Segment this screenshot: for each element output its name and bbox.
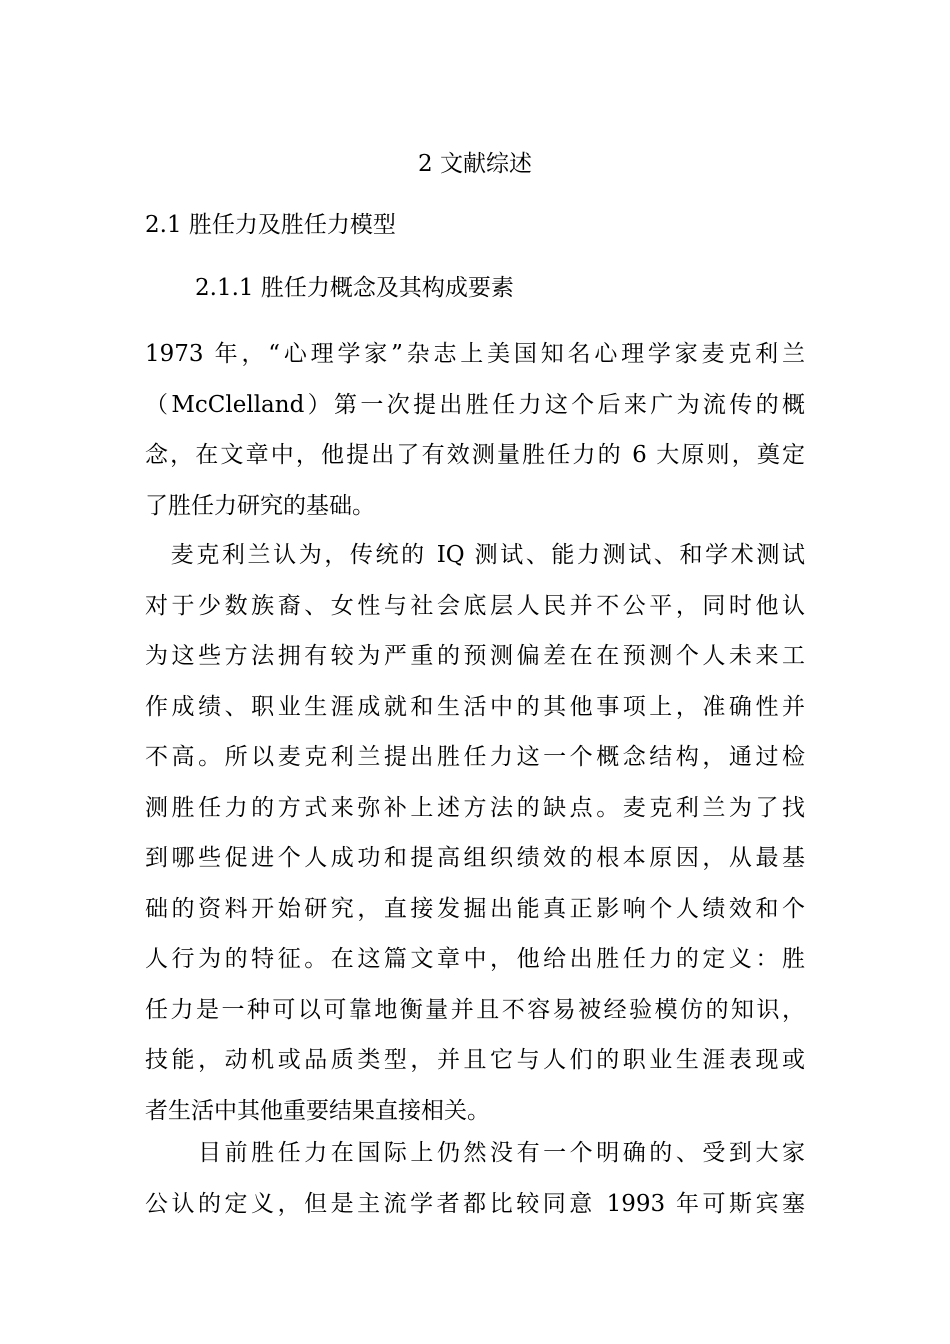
paragraph-line: 作成绩、职业生涯成就和生活中的其他事项上，准确性并 — [145, 693, 805, 720]
paragraph-line: 1973 年，“心理学家”杂志上美国知名心理学家麦克利兰 — [145, 341, 805, 367]
paragraph-line: 础的资料开始研究，直接发掘出能真正影响个人绩效和个 — [145, 895, 805, 922]
paragraph-line: 技能，动机或品质类型，并且它与人们的职业生涯表现或 — [145, 1047, 805, 1073]
chapter-title: 2 文献综述 — [418, 151, 532, 177]
paragraph-line: 念，在文章中，他提出了有效测量胜任力的 6 大原则，奠定 — [145, 442, 805, 468]
paragraph-line: 人行为的特征。在这篇文章中，他给出胜任力的定义：胜 — [145, 946, 805, 972]
paragraph-line: 为这些方法拥有较为严重的预测偏差在在预测个人未来工 — [145, 643, 805, 669]
paragraph-line: 者生活中其他重要结果直接相关。 — [145, 1097, 490, 1124]
paragraph-line: 了胜任力研究的基础。 — [145, 492, 375, 519]
paragraph-2 — [145, 530, 805, 1136]
subsection-title: 2.1.1 胜任力概念及其构成要素 — [195, 275, 514, 301]
paragraph-line: 任力是一种可以可靠地衡量并且不容易被经验模仿的知识， — [145, 996, 805, 1023]
paragraph-line: 不高。所以麦克利兰提出胜任力这一个概念结构，通过检 — [145, 744, 805, 770]
paragraph-line: 公认的定义，但是主流学者都比较同意 1993 年可斯宾塞 — [145, 1190, 805, 1217]
paragraph-line: 测胜任力的方式来弥补上述方法的缺点。麦克利兰为了找 — [145, 794, 805, 821]
paragraph-line: 对于少数族裔、女性与社会底层人民并不公平，同时他认 — [145, 592, 805, 619]
section-title: 2.1 胜任力及胜任力模型 — [145, 212, 396, 238]
paragraph-1 — [145, 329, 805, 531]
paragraph-line: 麦克利兰认为，传统的 IQ 测试、能力测试、和学术测试 — [145, 542, 805, 568]
paragraph-3 — [145, 1128, 805, 1229]
paragraph-line: （McClelland）第一次提出胜任力这个后来广为流传的概 — [145, 391, 805, 418]
paragraph-line: 目前胜任力在国际上仍然没有一个明确的、受到大家 — [145, 1140, 805, 1166]
paragraph-line: 到哪些促进个人成功和提高组织绩效的根本原因，从最基 — [145, 845, 805, 871]
